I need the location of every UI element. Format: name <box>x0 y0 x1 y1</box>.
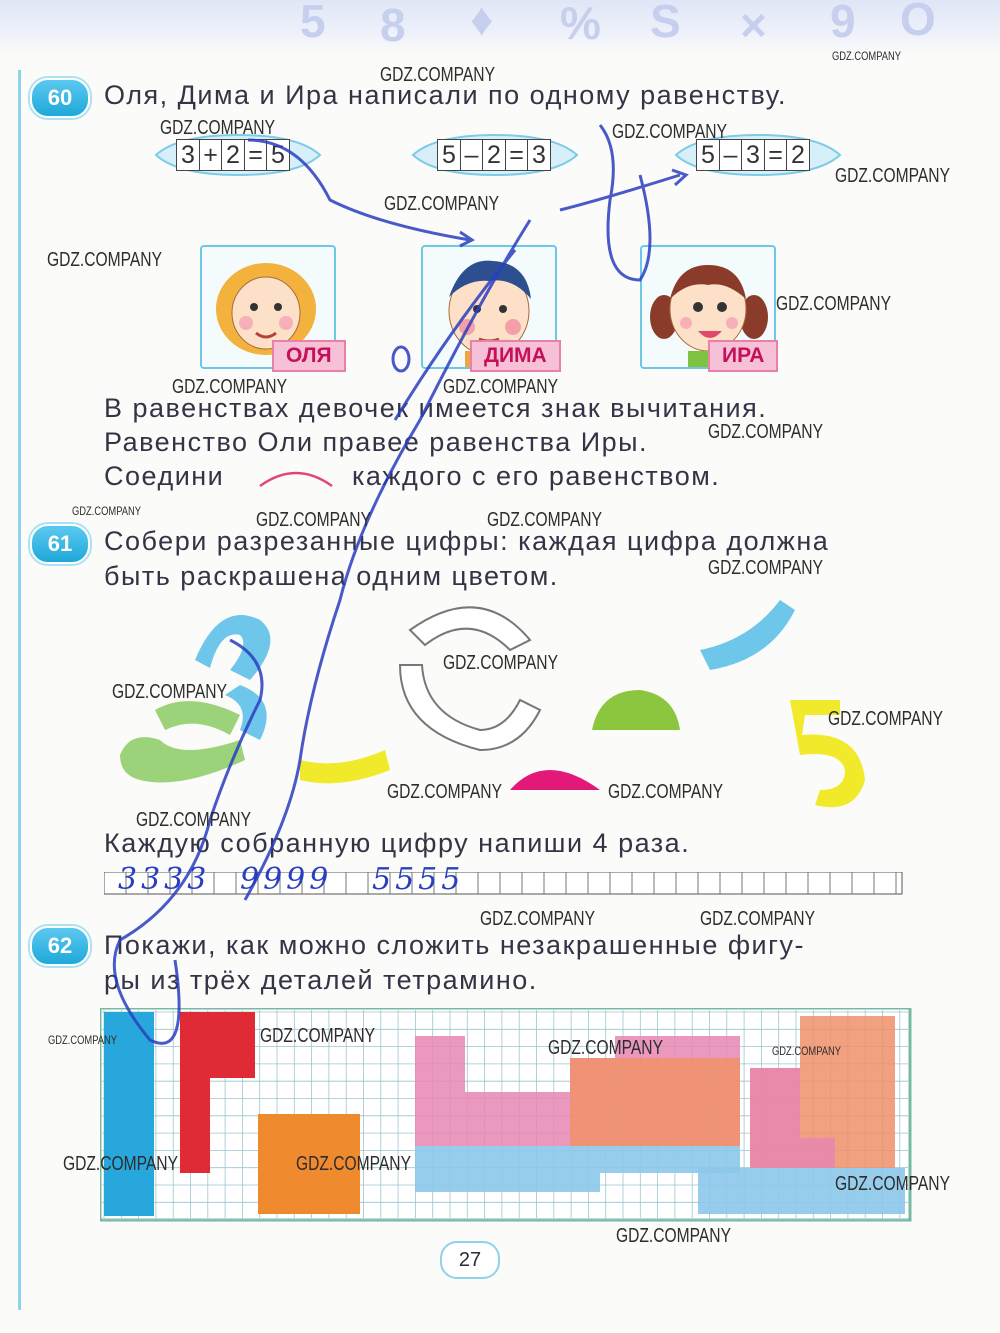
task-62-line-1: Покажи, как можно сложить незакрашенные фигу- <box>104 930 805 960</box>
watermark: GDZ.COMPANY <box>835 1173 950 1195</box>
eq-cell: = <box>505 139 529 171</box>
watermark: GDZ.COMPANY <box>708 557 823 579</box>
watermark: GDZ.COMPANY <box>616 1225 731 1247</box>
eq-cell: = <box>764 139 788 171</box>
eq-cell: 3 <box>176 139 200 171</box>
task-60-title: Оля, Дима и Ира написали по одному равенству. <box>104 80 788 110</box>
task-62-line-2: ры из трёх деталей тетрамино. <box>104 965 538 995</box>
watermark: GDZ.COMPANY <box>72 504 141 518</box>
watermark: GDZ.COMPANY <box>260 1025 375 1047</box>
eq-cell: = <box>244 139 268 171</box>
task-60-line-1: В равенствах девочек имеется знак вычитания. <box>104 393 768 423</box>
watermark: GDZ.COMPANY <box>256 509 371 531</box>
watermark: GDZ.COMPANY <box>63 1153 178 1175</box>
watermark: GDZ.COMPANY <box>47 249 162 271</box>
name-label-dima: ДИМА <box>470 340 561 372</box>
watermark: GDZ.COMPANY <box>828 708 943 730</box>
watermark: GDZ.COMPANY <box>136 809 251 831</box>
decorative-header-band: 5 8 ♦ % S × 9 O <box>0 0 1000 55</box>
watermark: GDZ.COMPANY <box>487 509 602 531</box>
name-label-ira: ИРА <box>708 340 778 372</box>
eq-cell: + <box>199 139 223 171</box>
written-digits-3: 3333 <box>118 862 211 897</box>
eq-cell: 5 <box>437 139 461 171</box>
watermark: GDZ.COMPANY <box>384 193 499 215</box>
watermark: GDZ.COMPANY <box>160 117 275 139</box>
watermark: GDZ.COMPANY <box>380 64 495 86</box>
eq-cell: 3 <box>741 139 765 171</box>
task-60-line-3a: Соедини <box>104 461 225 491</box>
watermark: GDZ.COMPANY <box>48 1033 117 1047</box>
page-number: 27 <box>440 1241 500 1279</box>
eq-cell: 5 <box>266 139 290 171</box>
task-61-line-2: быть раскрашена одним цветом. <box>104 561 559 591</box>
task-61-number: 61 <box>30 524 90 564</box>
watermark: GDZ.COMPANY <box>548 1037 663 1059</box>
eq-cell: – <box>460 139 484 171</box>
eq-cell: 5 <box>696 139 720 171</box>
task-60-line-3b: каждого с его равенством. <box>352 461 721 491</box>
written-digits-9: 9999 <box>240 862 333 897</box>
watermark: GDZ.COMPANY <box>708 421 823 443</box>
watermark: GDZ.COMPANY <box>112 681 227 703</box>
task-60-line-2: Равенство Оли правее равенства Иры. <box>104 427 649 457</box>
watermark: GDZ.COMPANY <box>480 908 595 930</box>
watermark: GDZ.COMPANY <box>296 1153 411 1175</box>
watermark: GDZ.COMPANY <box>835 165 950 187</box>
watermark: GDZ.COMPANY <box>172 376 287 398</box>
watermark: GDZ.COMPANY <box>608 781 723 803</box>
eq-cell: – <box>719 139 743 171</box>
watermark: GDZ.COMPANY <box>612 121 727 143</box>
watermark: GDZ.COMPANY <box>772 1044 841 1058</box>
task-61-write-prompt: Каждую собранную цифру напиши 4 раза. <box>104 828 691 858</box>
written-digits-5: 5555 <box>372 862 465 897</box>
task-60-number: 60 <box>30 78 90 118</box>
watermark: GDZ.COMPANY <box>832 49 901 63</box>
watermark: GDZ.COMPANY <box>387 781 502 803</box>
task-62-number: 62 <box>30 926 90 966</box>
name-label-olya: ОЛЯ <box>272 340 346 372</box>
watermark: GDZ.COMPANY <box>700 908 815 930</box>
watermark: GDZ.COMPANY <box>443 376 558 398</box>
eq-cell: 2 <box>482 139 506 171</box>
watermark: GDZ.COMPANY <box>443 652 558 674</box>
watermark: GDZ.COMPANY <box>776 293 891 315</box>
eq-cell: 2 <box>786 139 810 171</box>
task-61-line-1: Собери разрезанные цифры: каждая цифра должна <box>104 526 830 556</box>
eq-cell: 3 <box>527 139 551 171</box>
eq-cell: 2 <box>221 139 245 171</box>
